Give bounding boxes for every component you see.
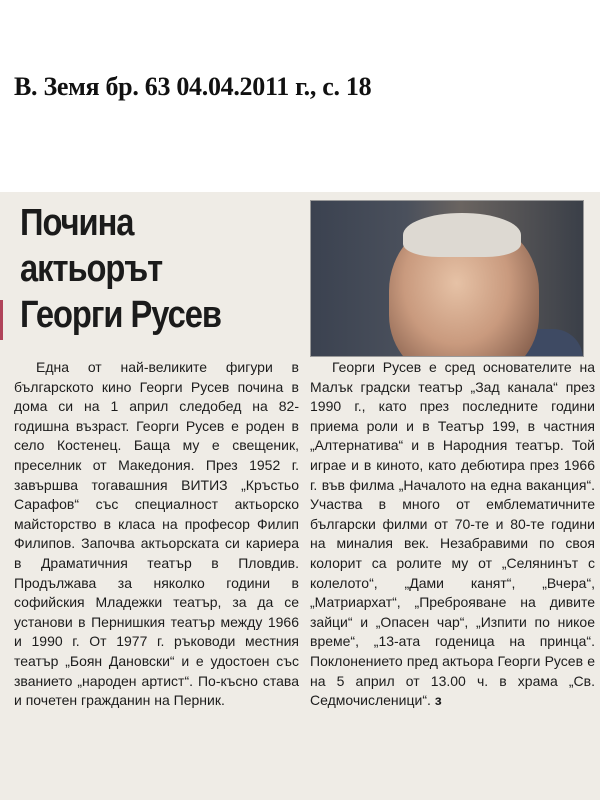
column-right-paragraph [310,358,595,711]
article-column-right [310,358,595,711]
photo-hair [403,213,521,257]
article-end-mark: з [434,692,442,709]
column-right-text: Георги Русев е сред основателите на Малък градски театър „Зад канала“ през 1990 г., като през последните години приема роли и в Театър 199, в частния „Алтернатива“ и в Народния театър. Той играе и в киното, като дебютира през 1966 г. във филма „Началото на една ваканция“. Участва в много от емблематичните български филми от 70-те и 80-те години на миналия век. Незабравими по своя колорит са ролите му от „Селянинът с колелото“, „Дами канят“, „Вчера“, „Матриархат“, „Преброяване на дивите зайци“ и „Опасен чар“, „Изпити по никое време“, „13-ата годеница на принца“. Поклонението пред актьора Георги Русев е на 5 април от 13.00 ч. в храма „Св. Седмочисленици“. [310,359,595,709]
column-left-text: Една от най-великите фигури в българското кино Георги Русев почина в дома си на 1 април следобед на 82-годишна възраст. Георги Русев е роден в село Костенец. Бащa му е свещеник, преселник от Македония. През 1952 г. завършва тогавашния ВИТИЗ „Кръстьо Сарафов“ със специалност актьорско майсторство в класа на професор Филип Филипов. Започва актьорската си кариера в Драматичния театър в Пловдив. Продължава за няколко години в софийския Младежки театър, за да се установи в Пернишкия театър между 1966 и 1990 г. От 1977 г. ръководи местния театър „Боян Дановски“ и е удостоен със званието „народен артист“. По-късно става и почетен гражданин на Перник. [14,359,299,709]
article-column-left [14,358,299,711]
clipping-edge-mark [0,300,3,340]
headline-line-1: Почина актьорът [20,202,163,290]
portrait-photo [310,200,584,357]
headline-line-2: Георги Русев [20,294,221,336]
source-citation: В. Земя бр. 63 04.04.2011 г., с. 18 [14,72,372,101]
article-headline [20,200,269,338]
